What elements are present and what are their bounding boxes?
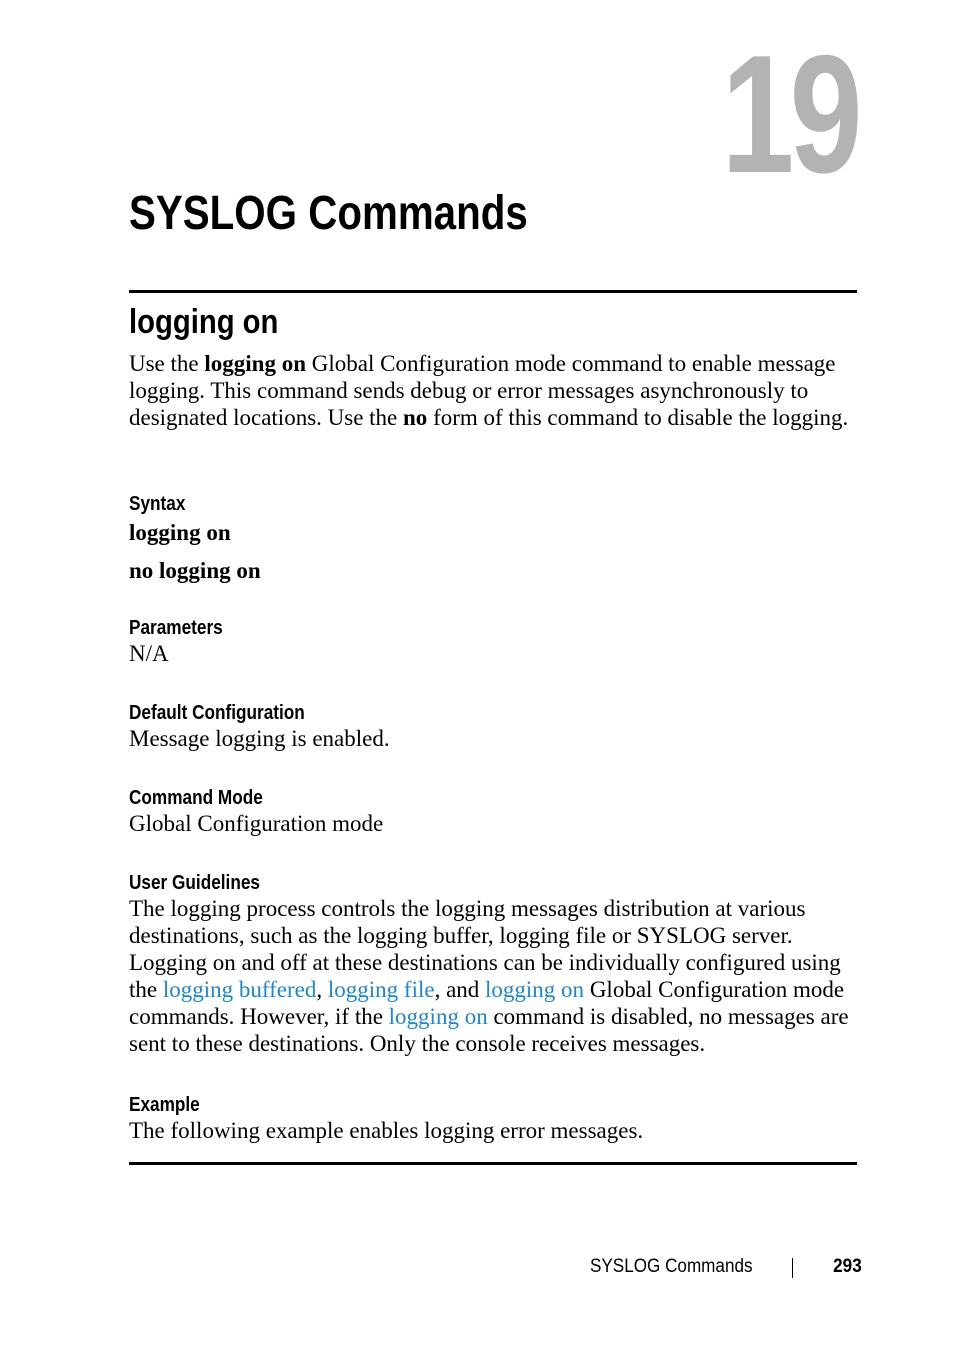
parameters-text: N/A [129, 641, 169, 666]
footer-separator [792, 1258, 793, 1278]
user-guidelines-block [129, 871, 857, 1057]
default-config-text: Message logging is enabled. [129, 726, 390, 751]
chapter-number: 19 [721, 20, 858, 208]
intro-bold-command: logging on [204, 351, 306, 376]
syntax-heading: Syntax [129, 493, 186, 515]
default-config-heading: Default Configuration [129, 702, 305, 724]
syntax-line-1: logging on [129, 520, 231, 545]
guidelines-text-5: command is disabled, no messages are sent to these destinations. Only the console receives messages. [129, 1004, 849, 1056]
guidelines-text-4: Global Configuration mode commands. However, if the [129, 977, 845, 1029]
user-guidelines-paragraph [129, 895, 857, 1057]
example-block [129, 1093, 857, 1144]
intro-block [129, 350, 857, 431]
section-divider-top [129, 290, 857, 293]
intro-text-1: Use the [129, 351, 205, 376]
section-divider-bottom [129, 1162, 857, 1165]
default-config-block [129, 701, 857, 752]
intro-paragraph [129, 350, 857, 431]
link-logging-buffered[interactable]: logging buffered [162, 977, 317, 1002]
intro-text-2: Global Configuration mode command to enable message logging. This command sends debug or error messages asynchronously to designated locations. Use the [129, 351, 836, 430]
command-mode-heading: Command Mode [129, 787, 263, 809]
example-text: The following example enables logging error messages. [129, 1118, 644, 1143]
page-footer [590, 1256, 862, 1280]
parameters-heading: Parameters [129, 617, 223, 639]
intro-text-3: form of this command to disable the logging. [427, 405, 849, 430]
example-heading: Example [129, 1094, 200, 1116]
syntax-line-2: no logging on [129, 558, 261, 583]
link-logging-on-2[interactable]: logging on [388, 1004, 488, 1029]
syntax-block [129, 492, 857, 584]
link-logging-file[interactable]: logging file [327, 977, 435, 1002]
user-guidelines-heading: User Guidelines [129, 872, 260, 894]
page-number: 293 [833, 1256, 862, 1277]
command-mode-block [129, 786, 857, 837]
guidelines-text-2: , [316, 977, 328, 1002]
guidelines-text-3: , and [434, 977, 486, 1002]
footer-title: SYSLOG Commands [590, 1256, 753, 1277]
parameters-block [129, 616, 857, 667]
guidelines-text-1: The logging process controls the logging messages distribution at various destinations, such as the logging buffer, logging file or SYSLOG server. Logging on and off at these destinations can be individually configured using the [129, 896, 841, 1002]
link-logging-on[interactable]: logging on [485, 977, 585, 1002]
command-mode-text: Global Configuration mode [129, 811, 384, 836]
chapter-title: SYSLOG Commands [129, 187, 528, 240]
section-title: logging on [129, 303, 279, 341]
intro-bold-no: no [403, 405, 428, 430]
